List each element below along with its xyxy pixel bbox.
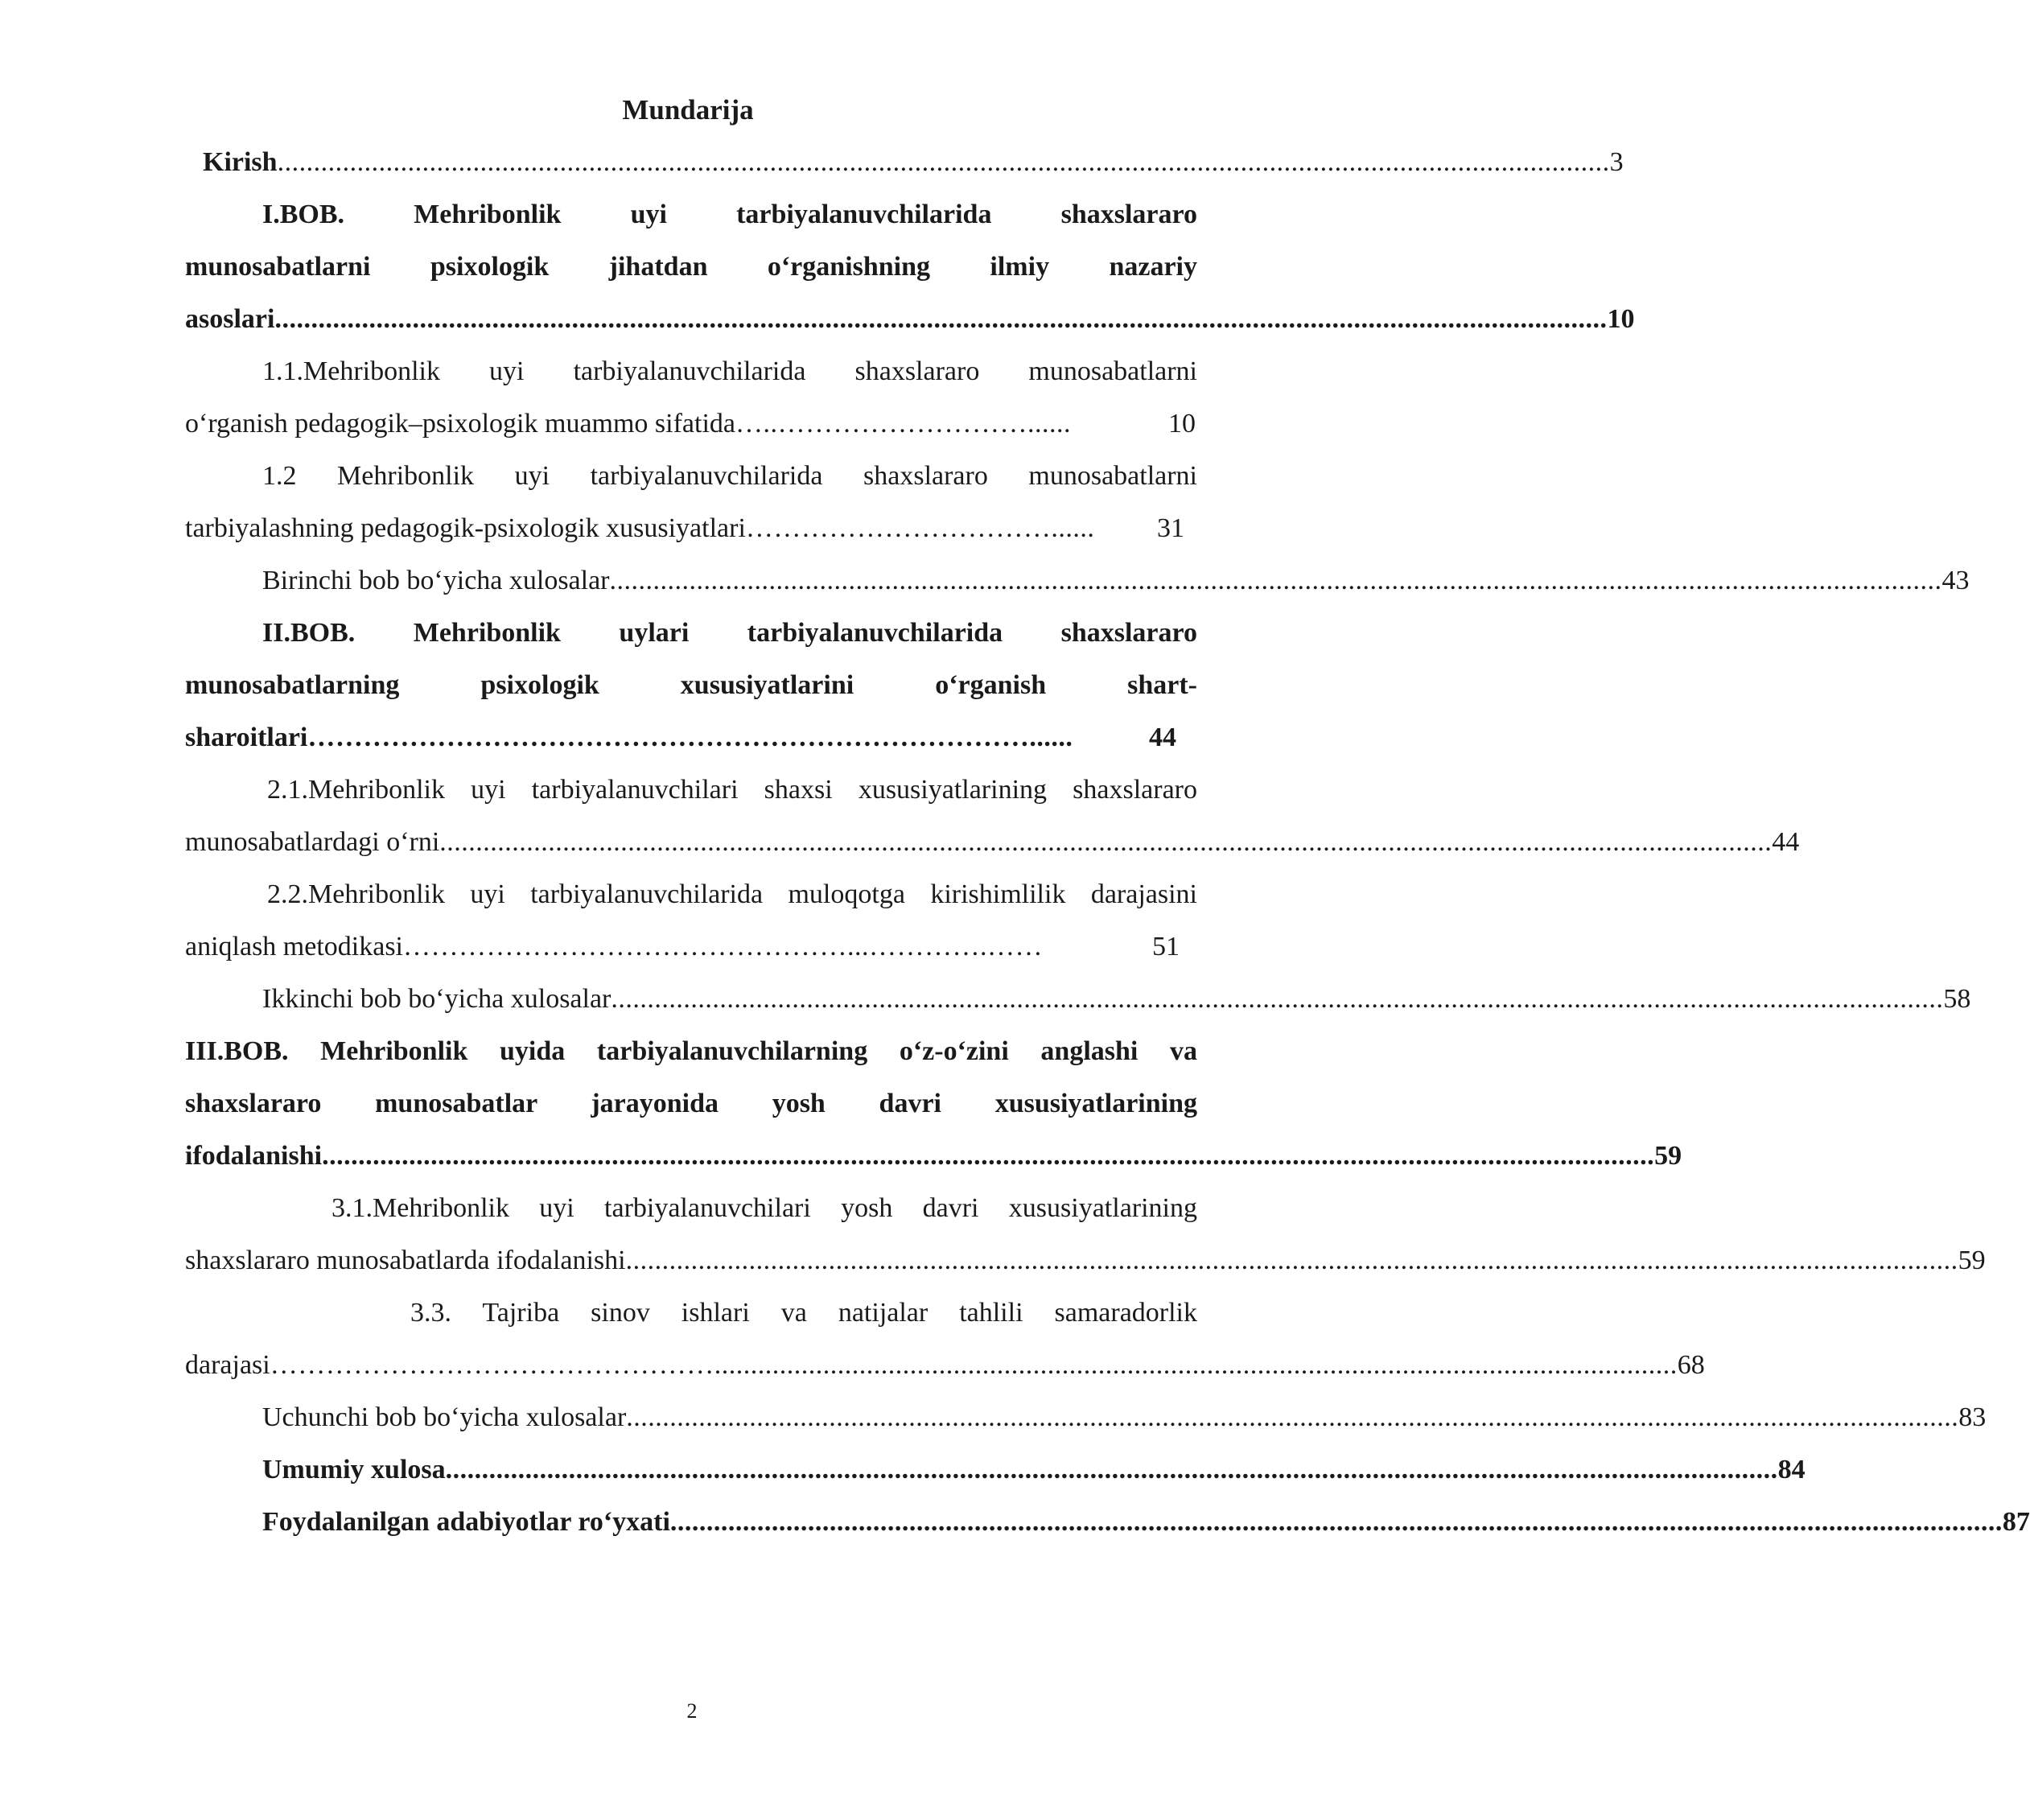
toc-entry-chapter-1-end (185, 299, 1635, 340)
toc-leader-dots: ........................................................................................................................................................................................ (445, 1455, 1778, 1484)
toc-entry-text: Foydalanilgan adabiyotlar ro‘yxati (262, 1507, 670, 1537)
toc-entry-3-3-end (185, 1345, 1705, 1386)
toc-entry-text: sharoitlari (185, 723, 308, 752)
toc-leader-dots: ........................................................................................................................................................................................ (274, 304, 1608, 334)
toc-entry-2-1: 2.1.Mehribonlik uyi tarbiyalanuvchilari shaxsi xususiyatlarining shaxslararo (267, 775, 1197, 805)
toc-entry-1-2: 1.2 Mehribonlik uyi tarbiyalanuvchilarida shaxslararo munosabatlarni (262, 461, 1197, 491)
toc-entry-1-1-end (185, 404, 1196, 444)
toc-entry-text: asoslari (185, 304, 275, 334)
toc-leader-dots: ........................................................................................................................................................................................ (277, 147, 1610, 177)
toc-leader-dots: ……………………………………………………………………...... (307, 723, 1073, 752)
toc-entry-3-1-end (185, 1241, 1986, 1281)
toc-page-number: 10 (1607, 304, 1635, 334)
toc-entry-chapter-3-summary (262, 1398, 1987, 1438)
toc-page-number: 84 (1777, 1455, 1806, 1484)
toc-leader-dots: ........................................................................................................................................................................................ (322, 1141, 1655, 1171)
toc-entry-text: Kirish (203, 147, 278, 177)
toc-entry-chapter-2-end (185, 718, 1176, 758)
toc-entry-text: tarbiyalashning pedagogik-psixologik xususiyatlari (185, 513, 746, 543)
toc-leader-dots: …..………………………...... (735, 409, 1072, 439)
toc-entry-text: Ikkinchi bob bo‘yicha xulosalar (262, 984, 611, 1014)
toc-entry-2-2-end (185, 927, 1180, 967)
toc-entry-chapter-2-cont: munosabatlarning psixologik xususiyatlarini o‘rganish shart- (185, 670, 1197, 700)
toc-entry-text: Birinchi bob bo‘yicha xulosalar (262, 566, 610, 595)
toc-entry-chapter-3-cont: shaxslararo munosabatlar jarayonida yosh davri xususiyatlarining (185, 1089, 1197, 1118)
toc-page-number: 83 (1958, 1402, 1987, 1432)
toc-entry-chapter-3: III.BOB. Mehribonlik uyida tarbiyalanuvchilarning o‘z-o‘zini anglashi va (185, 1036, 1197, 1066)
toc-leader-dots: ……………………………...... (745, 513, 1095, 543)
toc-page-number: 68 (1677, 1350, 1705, 1380)
toc-entry-text: o‘rganish pedagogik–psixologik muammo sifatida (185, 409, 736, 439)
page-number: 2 (686, 1699, 698, 1723)
toc-entry-text: aniqlash metodikasi (185, 932, 404, 961)
toc-leader-dots: ........................................................................................................................................................................................ (669, 1507, 2003, 1537)
toc-entry-text: Umumiy xulosa (262, 1455, 446, 1484)
toc-leader-dots: ........................................................................................................................................................................................ (609, 566, 1942, 595)
toc-entry-3-3: 3.3. Tajriba sinov ishlari va natijalar tahlili samaradorlik (410, 1298, 1197, 1328)
toc-page-number: 58 (1943, 984, 1971, 1014)
toc-entry-references (262, 1502, 2030, 1542)
toc-entry-text: Uchunchi bob bo‘yicha xulosalar (262, 1402, 627, 1432)
toc-page-number: 31 (1157, 513, 1184, 543)
toc-entry-chapter-3-end (185, 1136, 1682, 1176)
toc-page-number: 51 (1152, 932, 1180, 961)
toc-entry-text: ifodalanishi (185, 1141, 323, 1171)
toc-leader-dots: ........................................................................................................................................................................................ (611, 984, 1944, 1014)
toc-entry-1-2-end (185, 509, 1184, 549)
toc-page-number: 3 (1609, 147, 1624, 177)
toc-entry-chapter-2-summary (262, 979, 1971, 1019)
toc-leader-dots: ........................................................................................................................................................................................ (626, 1402, 1959, 1432)
toc-entry-chapter-1-cont: munosabatlarni psixologik jihatdan o‘rganishning ilmiy nazariy (185, 252, 1197, 282)
toc-page-number: 10 (1168, 409, 1196, 439)
toc-page-number: 59 (1958, 1246, 1986, 1275)
toc-page-number: 44 (1772, 827, 1800, 857)
toc-entry-text: darajasi (185, 1350, 270, 1380)
toc-page-number: 43 (1941, 566, 1970, 595)
toc-page-number: 59 (1654, 1141, 1682, 1171)
toc-title: Mundarija (622, 94, 754, 126)
toc-entry-general-conclusion (262, 1450, 1806, 1490)
toc-page-number: 44 (1149, 723, 1176, 752)
toc-entry-chapter-1: I.BOB. Mehribonlik uyi tarbiyalanuvchilarida shaxslararo (262, 200, 1197, 229)
toc-page-number: 87 (2002, 1507, 2030, 1537)
toc-leader-dots: ........................................................................................................................................................................................ (625, 1246, 1958, 1275)
toc-entry-kirish (203, 142, 1624, 183)
toc-entry-2-2: 2.2.Mehribonlik uyi tarbiyalanuvchilarida muloqotga kirishimlilik darajasini (267, 879, 1197, 909)
toc-entry-text: shaxslararo munosabatlarda ifodalanishi (185, 1246, 626, 1275)
toc-entry-text: munosabatlardagi o‘rni (185, 827, 440, 857)
toc-leader-dots: …………………………………………...………….…… (403, 932, 1044, 961)
toc-leader-dots: …………………………………………..................................................................................................................................... (270, 1350, 1678, 1380)
toc-entry-3-1: 3.1.Mehribonlik uyi tarbiyalanuvchilari yosh davri xususiyatlarining (331, 1193, 1197, 1223)
toc-entry-2-1-end (185, 822, 1800, 863)
toc-entry-chapter-1-summary (262, 561, 1970, 601)
toc-entry-1-1: 1.1.Mehribonlik uyi tarbiyalanuvchilarida shaxslararo munosabatlarni (262, 356, 1197, 386)
toc-leader-dots: ........................................................................................................................................................................................ (439, 827, 1773, 857)
toc-entry-chapter-2: II.BOB. Mehribonlik uylari tarbiyalanuvchilarida shaxslararo (262, 618, 1197, 648)
